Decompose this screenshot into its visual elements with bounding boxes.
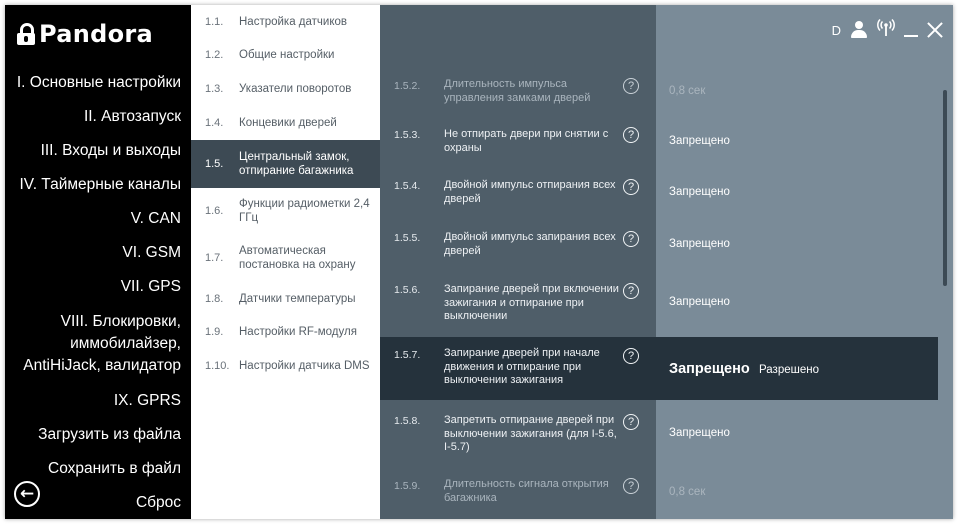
setting-value[interactable]: Запрещено xyxy=(669,427,730,439)
help-icon[interactable]: ? xyxy=(623,414,639,430)
menu-item-label: VII. GPS xyxy=(120,278,181,295)
menu-item-label: Сброс xyxy=(135,494,181,511)
submenu-item-number: 1.7. xyxy=(205,252,224,264)
submenu-item-temperature[interactable] xyxy=(191,282,380,315)
menu-item-label: IX. GPRS xyxy=(113,392,181,409)
back-arrow-circle-icon[interactable]: ← xyxy=(14,481,40,507)
setting-label: Запретить отпирание дверей при выключении зажигания (для I-5.6, I-5.7) xyxy=(444,414,617,453)
setting-label: Длительность импульса управления замками дверей xyxy=(444,78,591,104)
menu-item-timer-channels[interactable] xyxy=(5,168,191,202)
setting-row-1-5-8[interactable] xyxy=(380,413,938,461)
app-window xyxy=(5,5,953,519)
main-menu-list xyxy=(5,66,191,519)
menu-item-gps[interactable] xyxy=(5,270,191,304)
help-icon[interactable]: ? xyxy=(623,348,639,364)
main-menu xyxy=(5,5,191,519)
setting-label: Не отпирать двери при снятии с охраны xyxy=(444,128,609,154)
menu-item-basic-settings[interactable] xyxy=(5,66,191,100)
submenu-item-number: 1.4. xyxy=(205,117,224,129)
submenu-item-rf-module[interactable] xyxy=(191,315,380,349)
d-button[interactable]: D xyxy=(831,22,841,38)
menu-item-gsm[interactable] xyxy=(5,236,191,270)
setting-number: 1.5.3. xyxy=(394,129,421,141)
submenu-item-door-switches[interactable] xyxy=(191,106,380,140)
setting-value[interactable]: Запрещено xyxy=(669,186,730,198)
menu-item-label: VI. GSM xyxy=(122,244,181,261)
menu-item-load-file[interactable] xyxy=(5,418,191,452)
setting-number: 1.5.6. xyxy=(394,284,421,296)
submenu-item-turn-signals[interactable] xyxy=(191,72,380,106)
setting-number: 1.5.2. xyxy=(394,80,421,92)
menu-item-label: IV. Таймерные каналы xyxy=(19,176,181,193)
submenu-item-radio-tag[interactable] xyxy=(191,188,380,234)
menu-item-inputs-outputs[interactable] xyxy=(5,134,191,168)
submenu-item-number: 1.2. xyxy=(205,49,224,61)
scrollbar-thumb[interactable] xyxy=(943,90,947,286)
setting-row-1-5-4[interactable] xyxy=(380,178,938,218)
lock-icon xyxy=(17,23,35,45)
submenu-item-label: Общие настройки xyxy=(239,49,335,61)
setting-label: Двойной импульс отпирания всех дверей xyxy=(444,179,616,205)
menu-item-immobilizer[interactable] xyxy=(5,304,191,384)
minimize-icon[interactable] xyxy=(904,22,918,38)
submenu-item-dms[interactable] xyxy=(191,349,380,383)
submenu-item-label: Настройка датчиков xyxy=(239,15,348,28)
submenu-item-label: Настройки датчика DMS xyxy=(239,360,370,372)
help-icon[interactable]: ? xyxy=(623,127,639,143)
submenu-item-auto-arm[interactable] xyxy=(191,234,380,282)
help-icon[interactable]: ? xyxy=(623,179,639,195)
setting-value-option[interactable]: Разрешено xyxy=(759,364,819,376)
submenu-item-label: Центральный замок, отпирание багажника xyxy=(239,151,354,177)
menu-item-can[interactable] xyxy=(5,202,191,236)
close-icon[interactable] xyxy=(927,22,943,38)
setting-label: Запирание дверей при включении зажигания и отпирание при выключении xyxy=(444,283,619,322)
menu-item-autostart[interactable] xyxy=(5,100,191,134)
setting-row-1-5-6[interactable] xyxy=(380,282,938,330)
setting-row-1-5-5[interactable] xyxy=(380,230,938,270)
setting-row-1-5-9[interactable] xyxy=(380,477,938,517)
submenu-item-label: Автоматическая постановка на охрану xyxy=(239,245,356,271)
setting-number: 1.5.5. xyxy=(394,232,421,244)
setting-value[interactable]: 0,8 сек xyxy=(669,486,706,498)
submenu-item-label: Датчики температуры xyxy=(239,292,356,305)
setting-value[interactable]: Запрещено xyxy=(669,238,730,250)
help-icon[interactable]: ? xyxy=(623,231,639,247)
menu-item-label: I. Основные настройки xyxy=(16,74,181,91)
menu-item-label: II. Автозапуск xyxy=(83,108,181,125)
setting-value[interactable]: Запрещено xyxy=(669,135,730,147)
submenu-item-sensors[interactable] xyxy=(191,5,380,38)
submenu-item-number: 1.3. xyxy=(205,83,224,95)
window-controls xyxy=(832,19,943,41)
setting-label: Запирание дверей при начале движения и отпирание при выключении зажигания xyxy=(444,347,600,386)
setting-number: 1.5.7. xyxy=(394,349,421,361)
setting-row-1-5-2[interactable] xyxy=(380,75,938,115)
submenu-item-central-lock[interactable] xyxy=(191,140,380,188)
submenu-item-number: 1.8. xyxy=(205,292,224,305)
setting-value[interactable]: Запрещено xyxy=(669,296,730,308)
help-icon[interactable]: ? xyxy=(623,478,639,494)
submenu xyxy=(191,5,380,519)
submenu-item-number: 1.10. xyxy=(205,360,230,372)
setting-number: 1.5.9. xyxy=(394,480,421,492)
menu-item-label: V. CAN xyxy=(130,210,181,227)
submenu-item-label: Настройки RF-модуля xyxy=(239,326,357,338)
menu-item-label: Загрузить из файла xyxy=(38,426,181,443)
submenu-item-number: 1.5. xyxy=(205,158,224,170)
menu-item-label: III. Входы и выходы xyxy=(40,142,181,159)
brand-name: Pandora xyxy=(39,20,154,48)
antenna-icon[interactable] xyxy=(877,19,895,41)
submenu-item-label: Функции радиометки 2,4 ГГц xyxy=(239,198,370,224)
help-icon[interactable]: ? xyxy=(623,283,639,299)
setting-value-selected[interactable]: Запрещено xyxy=(669,361,750,377)
help-icon[interactable]: ? xyxy=(623,78,639,94)
submenu-item-general[interactable] xyxy=(191,38,380,72)
submenu-item-label: Указатели поворотов xyxy=(239,83,352,95)
setting-row-1-5-7[interactable] xyxy=(380,337,938,400)
menu-item-label: VIII. Блокировки, иммобилайзер, AntiHiJack, валидатор xyxy=(23,313,181,374)
submenu-item-number: 1.9. xyxy=(205,326,224,338)
settings-panel xyxy=(380,5,953,519)
setting-number: 1.5.8. xyxy=(394,415,421,427)
user-icon[interactable] xyxy=(850,21,868,39)
menu-item-label: Сохранить в файл xyxy=(48,460,181,477)
pandora-logo xyxy=(17,18,153,50)
setting-number: 1.5.4. xyxy=(394,180,421,192)
setting-row-1-5-3[interactable] xyxy=(380,126,938,166)
setting-label: Длительность сигнала открытия багажника xyxy=(444,478,609,504)
setting-value[interactable]: 0,8 сек xyxy=(669,85,706,97)
submenu-item-number: 1.6. xyxy=(205,205,224,217)
menu-item-save-file[interactable] xyxy=(5,452,191,486)
setting-label: Двойной импульс запирания всех дверей xyxy=(444,231,616,257)
submenu-item-label: Концевики дверей xyxy=(239,117,337,129)
submenu-item-number: 1.1. xyxy=(205,15,224,28)
menu-item-gprs[interactable] xyxy=(5,384,191,418)
